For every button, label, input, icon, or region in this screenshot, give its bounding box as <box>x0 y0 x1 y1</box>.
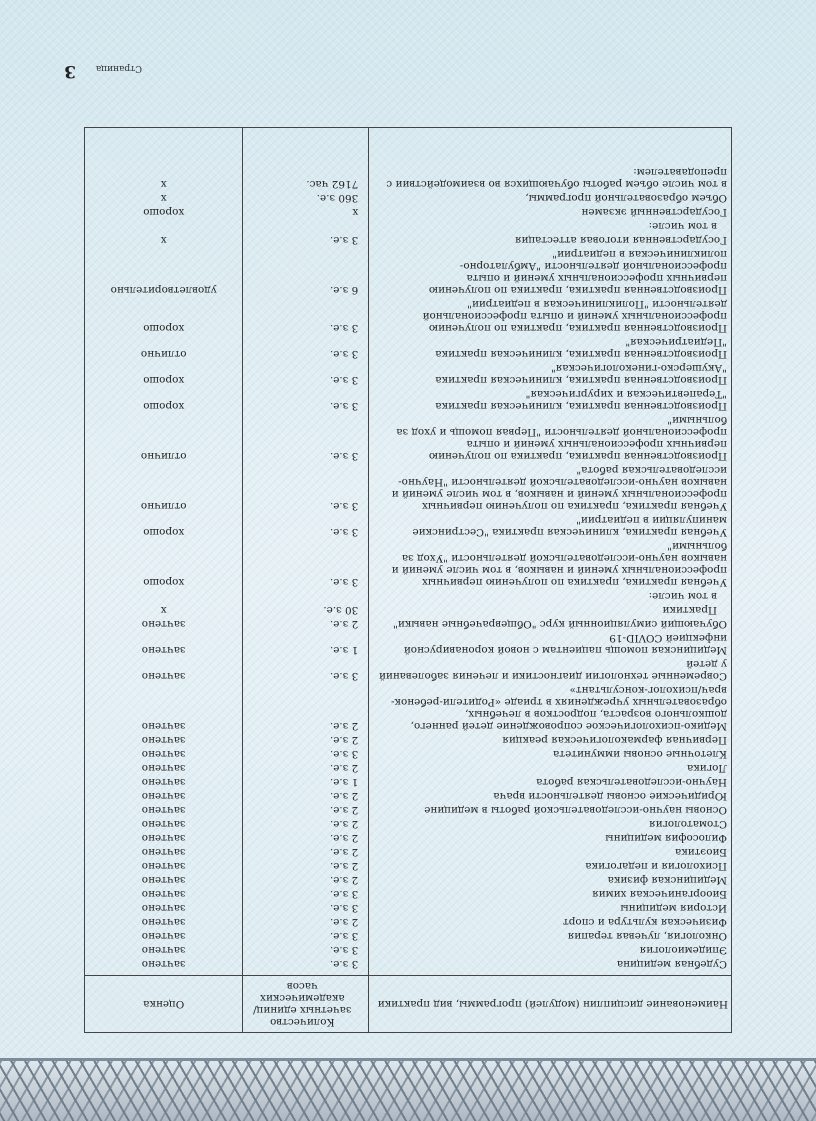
row-grade: удовлетворительно <box>85 247 243 297</box>
table-row <box>85 513 732 539</box>
row-volume: 3 з.е. <box>243 297 369 335</box>
row-volume: 3 з.е. <box>243 943 369 957</box>
row-grade: хорошо <box>85 513 243 539</box>
row-grade: зачтено <box>85 887 243 901</box>
table-row <box>85 297 732 335</box>
row-grade: x <box>85 233 243 247</box>
row-name: Учебная практика, клиническая практика "Сестринские манипуляции в педиатрии" <box>369 513 732 539</box>
row-volume: 2 з.е. <box>243 761 369 775</box>
row-grade <box>85 589 243 603</box>
table-row <box>85 943 732 957</box>
row-grade: x <box>85 603 243 617</box>
row-volume: 2 з.е. <box>243 817 369 831</box>
row-grade: зачтено <box>85 617 243 631</box>
table-row <box>85 205 732 219</box>
row-name: Юридические основы деятельности врача <box>369 789 732 803</box>
column-header-name: Наименование дисциплин (модулей) программы, вид практики <box>369 976 732 1033</box>
row-name: Государственный экзамен <box>369 205 732 219</box>
table-row <box>85 657 732 683</box>
row-volume <box>243 219 369 233</box>
row-volume: 3 з.е. <box>243 387 369 413</box>
row-volume: 2 з.е. <box>243 873 369 887</box>
row-name: в том числе: <box>369 589 732 603</box>
row-grade: зачтено <box>85 859 243 873</box>
table-row <box>85 387 732 413</box>
row-name: Производственная практика, клиническая практика "Терапевтическая и хирургическая" <box>369 387 732 413</box>
row-name: Судебная медицина <box>369 957 732 976</box>
row-grade: зачтено <box>85 943 243 957</box>
row-grade: хорошо <box>85 539 243 589</box>
table-header-row <box>85 976 732 1033</box>
row-grade: зачтено <box>85 901 243 915</box>
table-row <box>85 631 732 657</box>
column-header-grade: Оценка <box>85 976 243 1033</box>
table-row <box>85 873 732 887</box>
column-header-volume: Количество зачетных единиц/ академических часов <box>243 976 369 1033</box>
row-name: Обучающий симуляционный курс "Общеврачебные навыки" <box>369 617 732 631</box>
row-grade: зачтено <box>85 733 243 747</box>
table-row <box>85 128 732 192</box>
row-name: Медицинская помощь пациентам с новой коронавирусной инфекцией COVID-19 <box>369 631 732 657</box>
row-grade <box>85 219 243 233</box>
row-name: Медицинская физика <box>369 873 732 887</box>
row-grade: зачтено <box>85 803 243 817</box>
table-row <box>85 413 732 463</box>
table-row <box>85 683 732 733</box>
row-volume: 2 з.е. <box>243 859 369 873</box>
row-name: Государственная итоговая аттестация <box>369 233 732 247</box>
table-row <box>85 929 732 943</box>
row-volume: 6 з.е. <box>243 247 369 297</box>
table-row <box>85 915 732 929</box>
ornament-divider <box>0 1058 816 1061</box>
row-volume: 3 з.е. <box>243 413 369 463</box>
row-name: История медицины <box>369 901 732 915</box>
row-volume <box>243 589 369 603</box>
table-row <box>85 817 732 831</box>
row-volume: 2 з.е. <box>243 831 369 845</box>
row-name: в том числе: <box>369 219 732 233</box>
row-volume: 2 з.е. <box>243 733 369 747</box>
table-row <box>85 539 732 589</box>
row-volume: 2 з.е. <box>243 845 369 859</box>
row-grade: отлично <box>85 413 243 463</box>
row-name: Клеточные основы иммунитета <box>369 747 732 761</box>
row-grade: зачтено <box>85 657 243 683</box>
row-grade: хорошо <box>85 361 243 387</box>
row-name: Биоорганическая химия <box>369 887 732 901</box>
row-volume: 3 з.е. <box>243 463 369 513</box>
row-volume: 3 з.е. <box>243 957 369 976</box>
table-row <box>85 617 732 631</box>
row-name: Современные технологии диагностики и лечения заболеваний у детей <box>369 657 732 683</box>
row-name: Учебная практика, практика по получению первичных профессиональных умений и навыков, в том числе умений и навыков научно-исследовательской деятельности "Уход за больными" <box>369 539 732 589</box>
row-name: Эпидемиология <box>369 943 732 957</box>
row-volume: 3 з.е. <box>243 335 369 361</box>
row-grade: зачтено <box>85 775 243 789</box>
table-row <box>85 957 732 976</box>
table-row <box>85 789 732 803</box>
row-name: Производственная практика, клиническая практика "Педиатрическая" <box>369 335 732 361</box>
row-volume: 3 з.е. <box>243 929 369 943</box>
row-grade: зачтено <box>85 631 243 657</box>
row-volume: 3 з.е. <box>243 747 369 761</box>
row-grade: зачтено <box>85 957 243 976</box>
page-label: Страница <box>95 63 142 73</box>
table-row <box>85 761 732 775</box>
row-name: Логика <box>369 761 732 775</box>
table-row <box>85 603 732 617</box>
table-row <box>85 803 732 817</box>
row-name: Производственная практика, практика по получению профессиональных умений и опыта профессиональной деятельности "Поликлиническая в педиатрии" <box>369 297 732 335</box>
table-row <box>85 845 732 859</box>
row-name: в том числе объем работы обучающихся во взаимодействии с преподавателем: <box>369 128 732 192</box>
table-row <box>85 589 732 603</box>
row-grade: хорошо <box>85 205 243 219</box>
row-name: Медико-психологическое сопровождение детей раннего, дошкольного возраста, подростков в лечебных, образовательных учреждениях в триаде «Родители-ребенок-врач/психолог-консультант» <box>369 683 732 733</box>
row-grade: зачтено <box>85 789 243 803</box>
row-grade: зачтено <box>85 915 243 929</box>
row-volume: 3 з.е. <box>243 361 369 387</box>
row-name: Научно-исследовательская работа <box>369 775 732 789</box>
row-name: Производственная практика, клиническая практика "Акушерско-гинекологическая" <box>369 361 732 387</box>
guilloche-ornament-border <box>0 1061 816 1121</box>
row-name: Биоэтика <box>369 845 732 859</box>
row-volume: 7162 час. <box>243 128 369 192</box>
row-grade: зачтено <box>85 817 243 831</box>
row-grade: зачтено <box>85 747 243 761</box>
row-volume: x <box>243 205 369 219</box>
row-grade: хорошо <box>85 387 243 413</box>
table-row <box>85 901 732 915</box>
row-name: Практики <box>369 603 732 617</box>
table-row <box>85 361 732 387</box>
table-row <box>85 747 732 761</box>
row-name: Философия медицины <box>369 831 732 845</box>
row-volume: 3 з.е. <box>243 539 369 589</box>
row-volume: 2 з.е. <box>243 915 369 929</box>
table-row <box>85 463 732 513</box>
row-volume: 1 з.е. <box>243 631 369 657</box>
table-row <box>85 247 732 297</box>
row-volume: 2 з.е. <box>243 683 369 733</box>
row-volume: 2 з.е. <box>243 789 369 803</box>
page-number: 3 <box>64 61 76 81</box>
row-volume: 3 з.е. <box>243 901 369 915</box>
table-row <box>85 335 732 361</box>
row-grade: зачтено <box>85 831 243 845</box>
row-grade: отлично <box>85 335 243 361</box>
row-volume: 2 з.е. <box>243 803 369 817</box>
row-name: Стоматология <box>369 817 732 831</box>
row-volume: 360 з.е. <box>243 191 369 205</box>
table-row <box>85 887 732 901</box>
row-volume: 3 з.е. <box>243 657 369 683</box>
row-name: Учебная практика, практика по получению первичных профессиональных умений и навыков, в том числе умений и навыков научно-исследовательской деятельности "Научно-исследовательская работа" <box>369 463 732 513</box>
row-volume: 3 з.е. <box>243 887 369 901</box>
row-name: Физическая культура и спорт <box>369 915 732 929</box>
row-name: Основы научно-исследовательской работы в медицине <box>369 803 732 817</box>
table-row <box>85 831 732 845</box>
row-grade: x <box>85 191 243 205</box>
row-name: Психология и педагогика <box>369 859 732 873</box>
table-row <box>85 233 732 247</box>
row-name: Первичная фармакологическая реакция <box>369 733 732 747</box>
row-volume: 2 з.е. <box>243 617 369 631</box>
row-grade: отлично <box>85 463 243 513</box>
table-row <box>85 219 732 233</box>
row-volume: 1 з.е. <box>243 775 369 789</box>
row-name: Онкология, лучевая терапия <box>369 929 732 943</box>
row-name: Производственная практика, практика по получению первичных профессиональных умений и опыта профессиональной деятельности "Первая помощь и уход за больными" <box>369 413 732 463</box>
row-grade: зачтено <box>85 683 243 733</box>
row-grade: зачтено <box>85 873 243 887</box>
grades-table <box>84 127 732 1033</box>
table-row <box>85 859 732 873</box>
table-row <box>85 191 732 205</box>
row-volume: 3 з.е. <box>243 233 369 247</box>
row-grade: зачтено <box>85 761 243 775</box>
row-grade: зачтено <box>85 929 243 943</box>
row-volume: 3 з.е. <box>243 513 369 539</box>
row-grade: хорошо <box>85 297 243 335</box>
row-volume: 30 з.е. <box>243 603 369 617</box>
row-name: Производственная практика, практика по получению первичных профессиональных умений и опыта профессиональной деятельности "Амбулаторно-поликлиническая в педиатрии" <box>369 247 732 297</box>
table-row <box>85 733 732 747</box>
row-grade: x <box>85 128 243 192</box>
table-row <box>85 775 732 789</box>
row-name: Объем образовательной программы, <box>369 191 732 205</box>
row-grade: зачтено <box>85 845 243 859</box>
